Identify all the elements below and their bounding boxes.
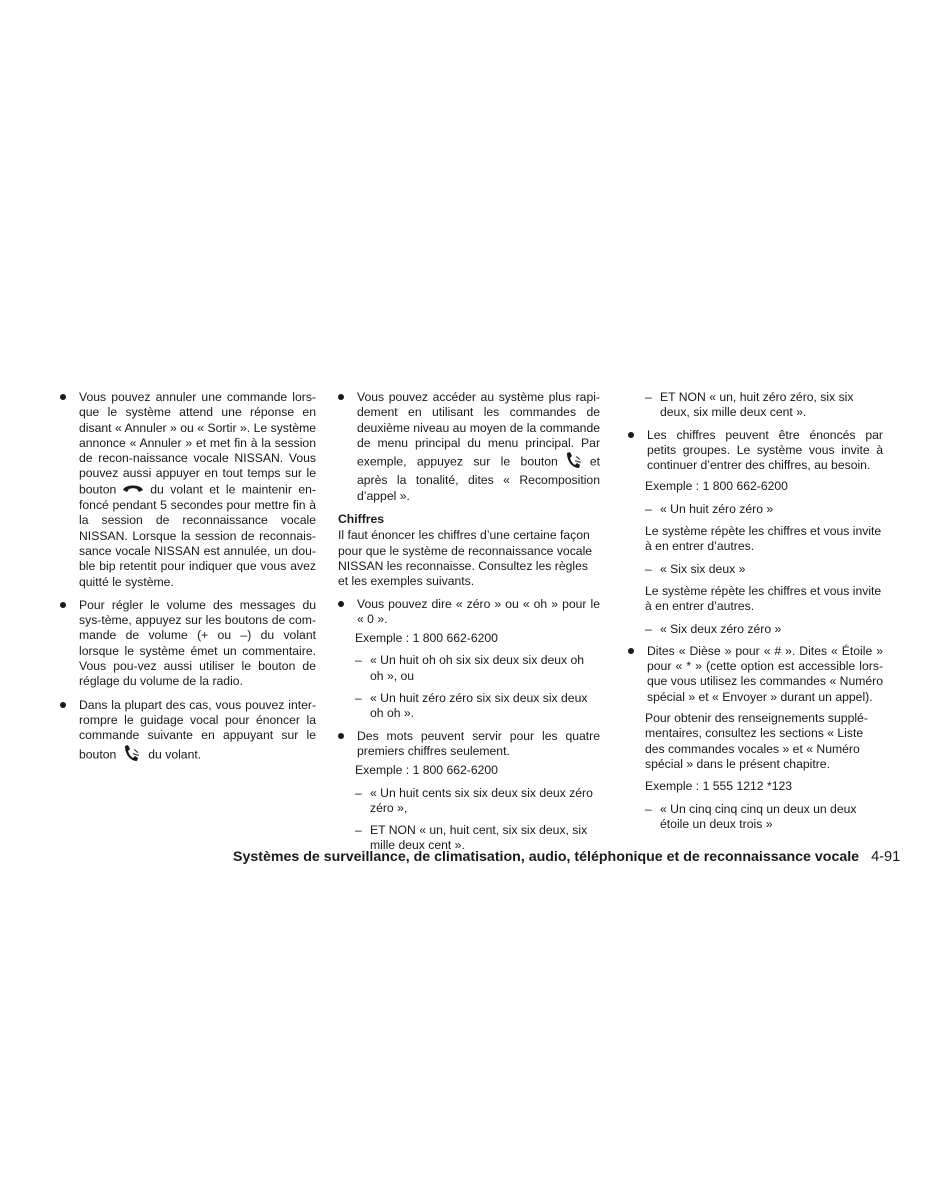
paragraph: Il faut énoncer les chiffres d’une certaine façon pour que le système de reconnaissance vocale NISSAN les reconnaisse. Consultez les règles et les exemples suivants. (338, 528, 593, 589)
dash-item: – ET NON « un, huit cent, six six deux, six mille deux cent ». (355, 823, 588, 853)
list-item (60, 598, 316, 690)
bullet-text: Vous pouvez dire « zéro » ou « oh » pour le « 0 ». (357, 596, 600, 626)
dash-text: « Six six deux » (660, 561, 746, 576)
bullet-icon (338, 733, 344, 739)
bullet-icon (338, 394, 344, 400)
dash-text: « Un huit oh oh six six deux six deux oh oh », ou (370, 653, 585, 683)
dash-text: « Un huit zéro zéro six six deux six deux oh oh ». (370, 691, 588, 721)
list-item (628, 644, 883, 705)
chapter-title: Systèmes de surveillance, de climatisation, audio, téléphonique et de reconnaissance vocale (233, 849, 860, 865)
bullet-icon (60, 702, 66, 708)
paragraph: Le système répète les chiffres et vous invite à en entrer d’autres. (645, 583, 882, 614)
column-left (60, 390, 316, 774)
example: Exemple : 1 800 662-6200 (355, 631, 498, 646)
column-middle (338, 390, 600, 861)
phone-talk-icon (564, 451, 584, 473)
list-item (338, 597, 600, 628)
list-item (628, 428, 883, 474)
example: Exemple : 1 800 662-6200 (645, 479, 788, 494)
list-item (338, 729, 600, 760)
bullet-text-cont: du volant et le maintenir en-foncé pendant 5 secondes pour mettre fin à la session de reconnaissance vocale NISSAN. Lorsque la session de reconnais-sance vocale NISSAN est annulée, un dou-ble bip retentit pour indiquer que vous avez quitté le système. (79, 482, 316, 589)
bullet-text-cont: et après la tonalité, dites « Recomposition d’appel ». (357, 454, 600, 503)
bullet-text: Pour régler le volume des messages du sys-tème, appuyez sur les boutons de com-mande de volume (+ ou –) du volant lorsque le système émet un commentaire. Vous pou-vez aussi utiliser le bouton de réglage du volume de la radio. (79, 597, 316, 689)
paragraph: Le système répète les chiffres et vous invite à en entrer d’autres. (645, 524, 882, 554)
phone-hangup-icon (122, 482, 144, 498)
bullet-icon (628, 648, 634, 654)
dash-item: – « Un huit zéro zéro six six deux six deux oh oh ». (355, 691, 588, 721)
section-heading: Chiffres (338, 512, 385, 527)
bullet-text-cont: du volant. (148, 746, 202, 761)
column-right (628, 390, 883, 839)
bullet-text: Vous pouvez annuler une commande lors-que le système attend une réponse en disant « Annuler » ou « Sortir ». Le système annonce « Annuler » et met fin à la session de recon-naissance vocale NISSAN. Vous pouvez aussi appuyer en tout temps sur le bouton (79, 390, 316, 497)
page-number: 4-91 (871, 849, 901, 865)
dash-item: – « Six six deux » (645, 561, 746, 576)
bullet-icon (338, 601, 344, 607)
dash-text: « Un cinq cinq cinq un deux un deux étoile un deux trois » (660, 801, 857, 831)
dash-item: – « Un huit cents six six deux six deux zéro zéro », (355, 785, 593, 815)
page-footer (233, 849, 901, 865)
list-item (60, 698, 316, 766)
example: Exemple : 1 800 662-6200 (355, 763, 498, 778)
dash-item: – « Un huit oh oh six six deux six deux oh oh », ou (355, 653, 585, 683)
dash-item: – « Six deux zéro zéro » (645, 621, 782, 636)
bullet-text: Vous pouvez accéder au système plus rapi-dement en utilisant les commandes de deuxième niveau au moyen de la commande de menu principal du menu principal. Par exemple, appuyez sur le bouton (357, 390, 600, 469)
dash-item: – « Un cinq cinq cinq un deux un deux étoile un deux trois » (645, 801, 857, 831)
bullet-text: Dites « Dièse » pour « # ». Dites « Étoile » pour « * » (cette option est accessible lors-que vous utilisez les commandes « Numéro spécial » et « Envoyer » durant un appel). (647, 643, 883, 704)
bullet-text: Les chiffres peuvent être énoncés par petits groupes. Le système vous invite à continuer d’entrer des chiffres, au besoin. (647, 427, 883, 473)
list-item (338, 390, 600, 504)
dash-text: « Un huit cents six six deux six deux zéro zéro », (370, 785, 593, 815)
dash-text: ET NON « un, huit cent, six six deux, six mille deux cent ». (370, 823, 588, 853)
bullet-icon (60, 602, 66, 608)
bullet-text: Dans la plupart des cas, vous pouvez inter-rompre le guidage vocal pour énoncer la commande suivante en appuyant sur le bouton (79, 697, 316, 761)
dash-text: « Six deux zéro zéro » (660, 621, 782, 636)
dash-text: « Un huit zéro zéro » (660, 501, 774, 516)
example: Exemple : 1 555 1212 *123 (645, 779, 793, 794)
bullet-icon (60, 394, 66, 400)
phone-talk-icon (122, 744, 142, 766)
dash-item: – ET NON « un, huit zéro zéro, six six deux, six mille deux cent ». (645, 390, 854, 420)
list-item (60, 390, 316, 590)
bullet-text: Des mots peuvent servir pour les quatre premiers chiffres seulement. (357, 728, 600, 758)
dash-text: ET NON « un, huit zéro zéro, six six deux, six mille deux cent ». (660, 390, 854, 420)
bullet-icon (628, 432, 634, 438)
dash-item: – « Un huit zéro zéro » (645, 501, 774, 516)
paragraph: Pour obtenir des renseignements supplé-mentaires, consultez les sections « Liste des commandes vocales » et « Numéro spécial » dans le présent chapitre. (645, 711, 868, 771)
